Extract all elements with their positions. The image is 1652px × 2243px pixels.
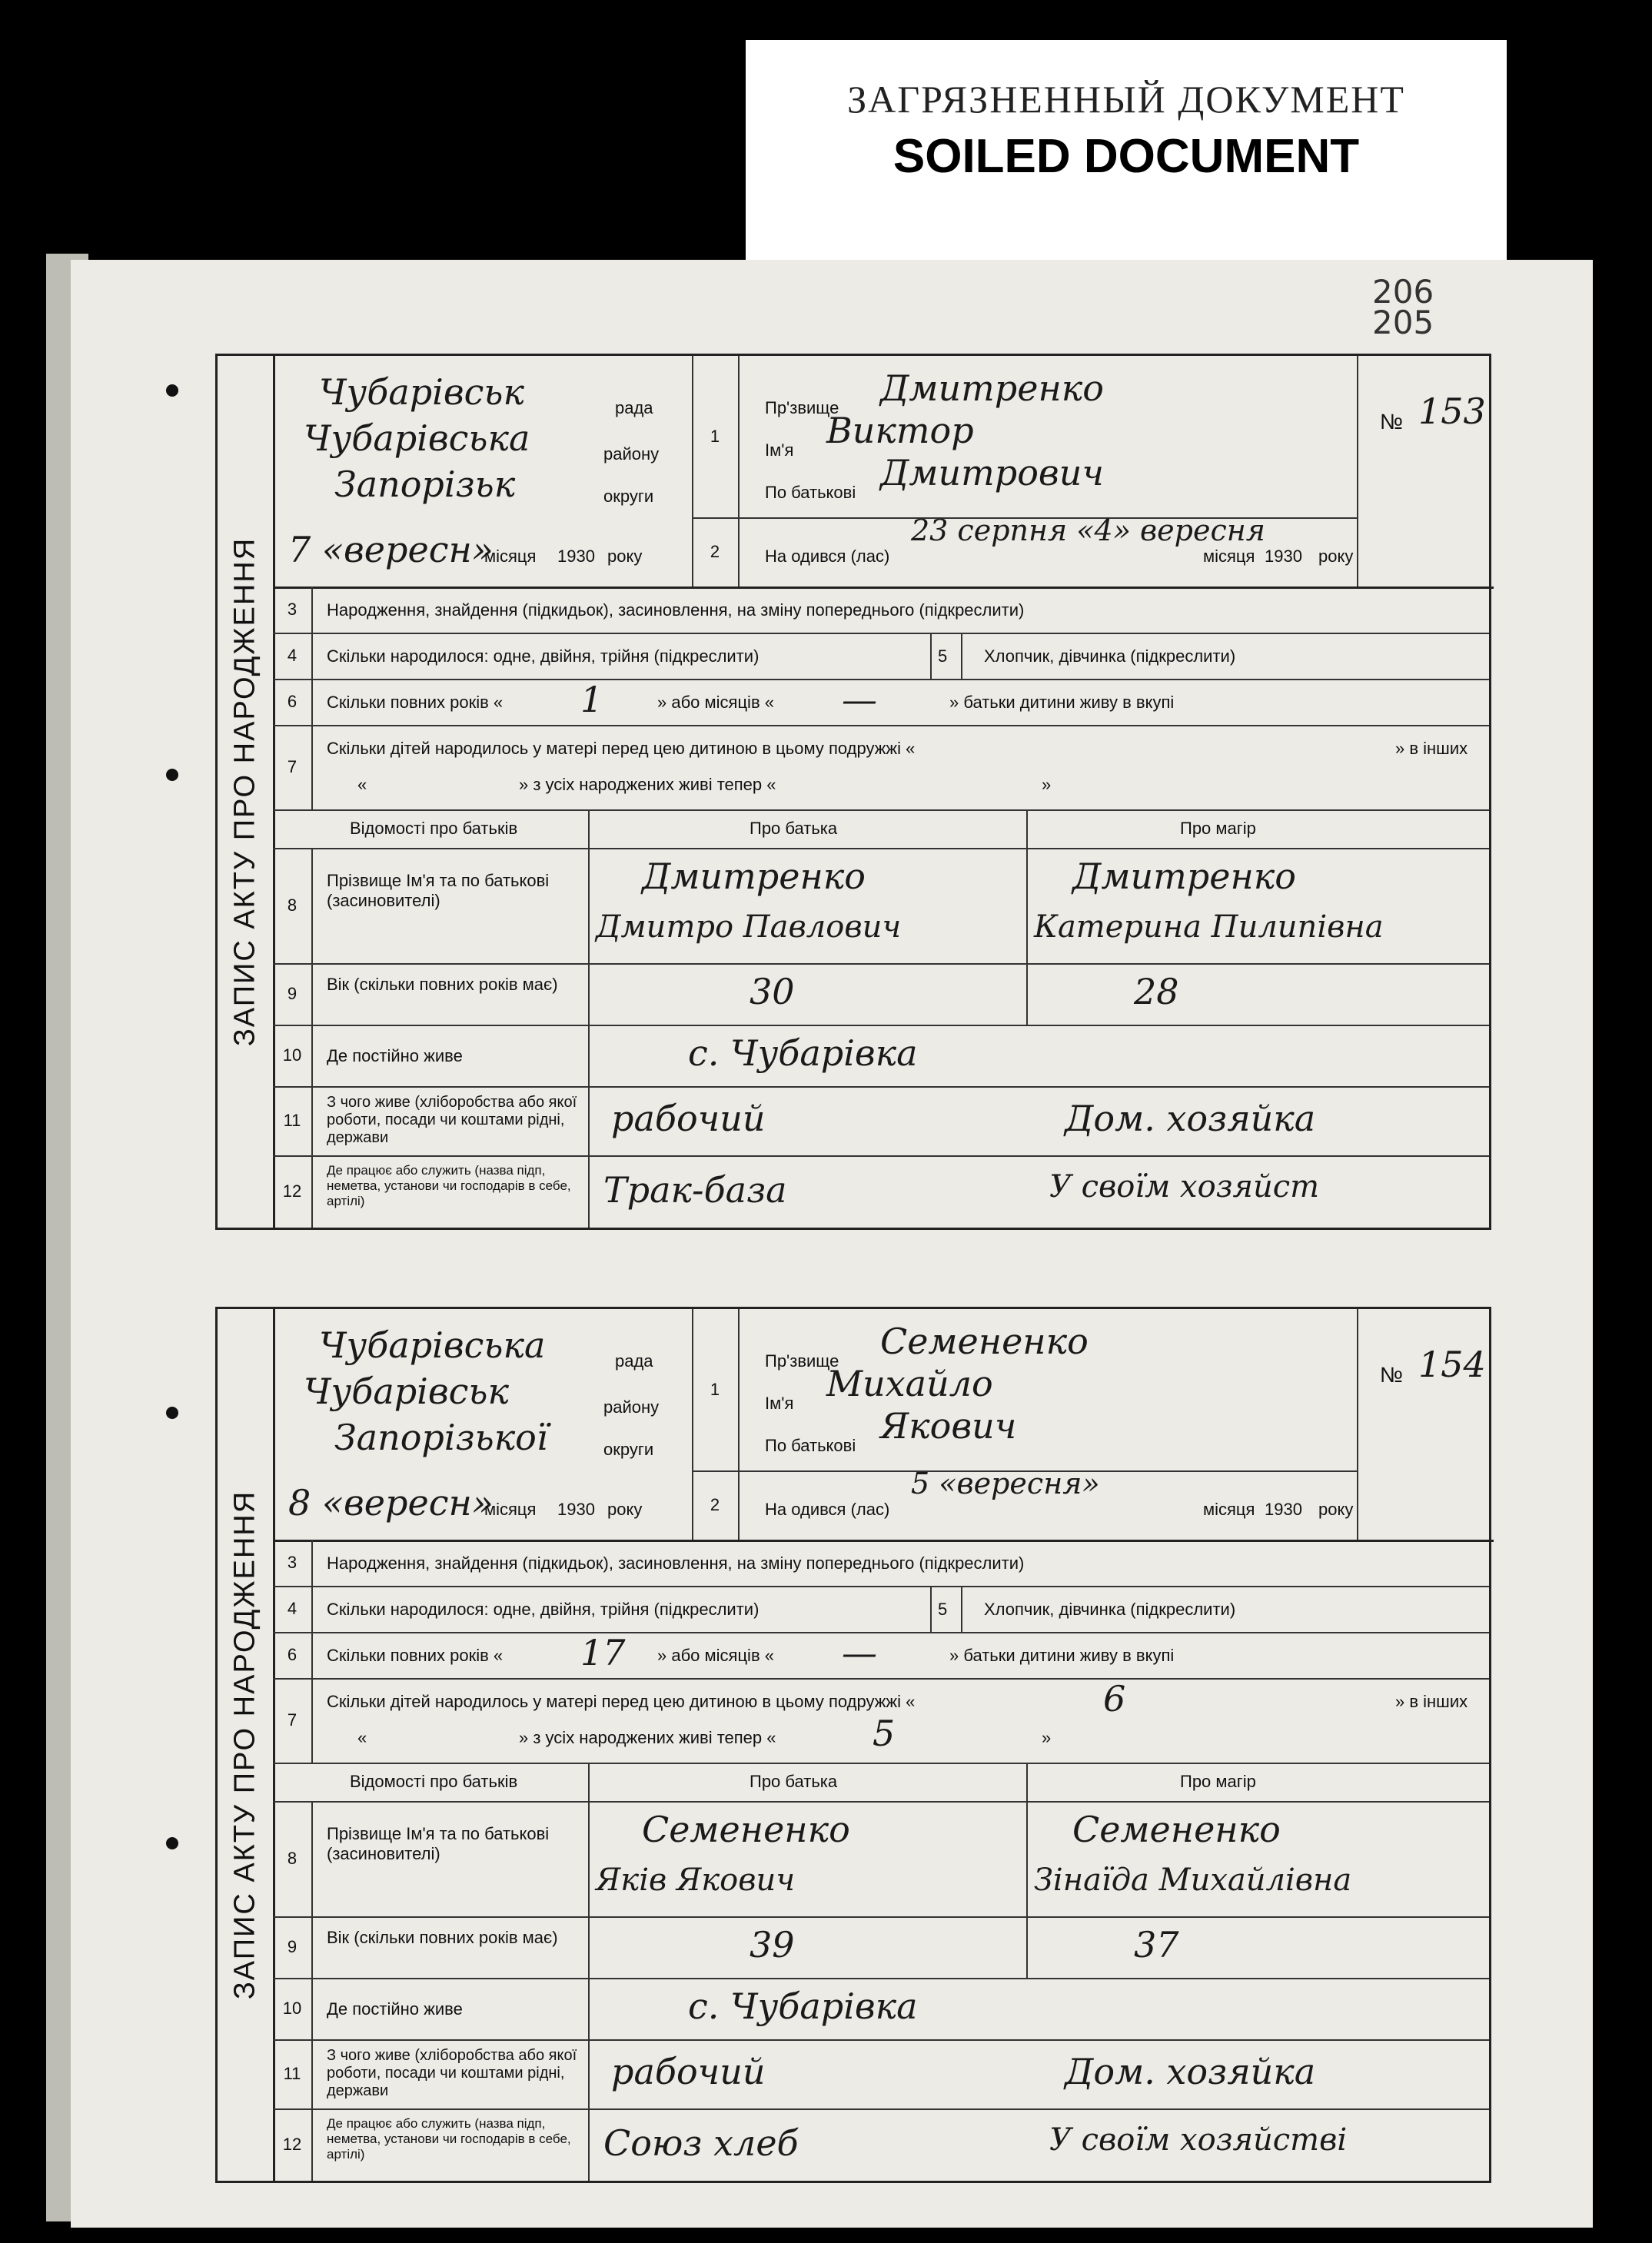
date-value: 8 «вересн» bbox=[288, 1482, 494, 1524]
row7-label-c: « bbox=[357, 775, 367, 794]
header-father: Про батька bbox=[750, 1772, 838, 1791]
okruhy-label: округи bbox=[603, 1440, 654, 1459]
mother-work: У своїм хозяйстві bbox=[1049, 2122, 1348, 2158]
row5-text: Хлопчик, дівчинка (підкреслити) bbox=[984, 646, 1236, 666]
name-label: Ім'я bbox=[765, 1394, 794, 1413]
row11-label: З чого живе (хліборобства або якої роботи, посади чи коштами рідні, держави bbox=[327, 1094, 577, 1146]
row7-label-b: » в інших bbox=[1395, 739, 1468, 758]
row6-label-a: Скільки повних років « bbox=[327, 1646, 504, 1665]
row9-label: Вік (скільки повних років має) bbox=[327, 975, 558, 994]
record-side-title: ЗАПИС АКТУ ПРО НАРОДЖЕННЯ bbox=[218, 1309, 275, 2181]
father-name: Яків Якович bbox=[596, 1863, 796, 1898]
months-together: — bbox=[842, 1632, 877, 1673]
father-age: 39 bbox=[750, 1924, 795, 1966]
record-number: 154 bbox=[1418, 1344, 1486, 1385]
date-value: 7 «вересн» bbox=[288, 529, 494, 570]
row8-label: Прізвище Ім'я та по батькові (засиновителі) bbox=[327, 1824, 550, 1863]
raion-value: Чубарівська bbox=[304, 417, 530, 459]
name-label: Ім'я bbox=[765, 440, 794, 460]
row9-label: Вік (скільки повних років має) bbox=[327, 1928, 558, 1947]
misiatsia-label: місяця bbox=[1203, 547, 1255, 566]
header-info: Відомості про батьків bbox=[350, 1772, 518, 1791]
misiatsia-label: місяця bbox=[484, 547, 537, 566]
label-line-ru: ЗАГРЯЗНЕННЫЙ ДОКУМЕНТ bbox=[847, 78, 1405, 121]
years-together: 17 bbox=[580, 1632, 626, 1673]
page-number-new: 206 bbox=[1372, 273, 1434, 311]
roku-label: року bbox=[607, 1500, 643, 1519]
children-alive: 5 bbox=[873, 1713, 896, 1754]
rada-label: рада bbox=[615, 398, 653, 417]
patronymic-value: Дмитрович bbox=[880, 452, 1104, 493]
page-numbers bbox=[1372, 273, 1434, 341]
mother-surname: Дмитренко bbox=[1072, 856, 1296, 897]
row11-label: З чого живе (хліборобства або якої роботи, посади чи коштами рідні, держави bbox=[327, 2047, 577, 2099]
mother-occupation: Дом. хозяйка bbox=[1065, 2051, 1316, 2092]
row7-label-e: » bbox=[1042, 1728, 1052, 1747]
row7-label-c: « bbox=[357, 1728, 367, 1747]
mother-surname: Семененко bbox=[1072, 1809, 1281, 1850]
mother-age: 28 bbox=[1134, 971, 1179, 1012]
label-line-en: SOILED DOCUMENT bbox=[892, 130, 1360, 183]
row5-text: Хлопчик, дівчинка (підкреслити) bbox=[984, 1600, 1236, 1619]
punch-hole bbox=[166, 769, 178, 781]
header-father: Про батька bbox=[750, 819, 838, 838]
row6-label-c: » батьки дитини живу в вкупі bbox=[949, 1646, 1175, 1665]
year-value: 1930 bbox=[557, 1500, 595, 1519]
residence: с. Чубарівка bbox=[688, 1032, 918, 1074]
header-mother: Про магір bbox=[1180, 819, 1256, 838]
row7-label-a: Скільки дітей народилось у матері перед цею дитиною в цьому подружжі « bbox=[327, 1692, 916, 1711]
row8-label: Прізвище Ім'я та по батькові (засиновителі) bbox=[327, 871, 550, 910]
rada-label: рада bbox=[615, 1351, 653, 1371]
registered-date: 5 «вересня» bbox=[911, 1467, 1100, 1500]
header-mother: Про магір bbox=[1180, 1772, 1256, 1791]
record-number: 153 bbox=[1418, 390, 1486, 432]
father-surname: Семененко bbox=[642, 1809, 850, 1850]
residence: с. Чубарівка bbox=[688, 1985, 918, 2027]
okruh-value: Запорізьк bbox=[334, 464, 516, 505]
row6-label-b: » або місяців « bbox=[657, 693, 774, 712]
row3-text: Народження, знайдення (підкидьок), засиновлення, на зміну попереднього (підкреслити) bbox=[327, 1553, 1025, 1573]
row12-label: Де працює або служить (назва підп, неметва, установи чи господарів в себе, артілі) bbox=[327, 1163, 571, 1208]
father-work: Трак-база bbox=[603, 1169, 787, 1211]
patronymic-label: По батькові bbox=[765, 483, 856, 502]
row7-label-e: » bbox=[1042, 775, 1052, 794]
row3-text: Народження, знайдення (підкидьок), засиновлення, на зміну попереднього (підкреслити) bbox=[327, 600, 1025, 620]
mother-age: 37 bbox=[1134, 1924, 1179, 1966]
number-label: № bbox=[1380, 410, 1404, 434]
misiatsia-label: місяця bbox=[1203, 1500, 1255, 1519]
number-label: № bbox=[1380, 1363, 1404, 1387]
birth-record-154: ЗАПИС АКТУ ПРО НАРОДЖЕННЯ 1 2 Чубарівська рада Чубарівськ району Запорізької округи 8 «вересн» місяця 1930 року Пр'звище Семененко Ім'я Михайло По батькові Якович На одився (лас) 5 «вересня» місяця 1930 року № 154 3 Народження, знайдення (підкидьок), засиновлення, на зміну попереднього (підкреслити) 4 Скільки народилося: одне, двійня, трійня (підкреслити) 5 Хлопчик, дівчинка (підкреслити) 6 Скільки повних років « 17 » або місяців « — » батьки дитини живу в вкупі 7 Скільки дітей народилось у матері перед цею дитиною в цьому подружжі « 6 » в інших « » з усіх народжених живі тепер « 5 » Відомості про батьків Про батька Про магір 8 Прізвище Ім'я та по батькові (засиновителі) Семененко Яків Якович Семененко Зінаїда Михайлівна 9 Вік (скільки повних років має) 39 37 10 Де постійно живе с. Чубарівка 11 З чого живе (хліборобства або якої роботи, посади чи коштами рідні, держави рабочий Дом. хозяйка 12 Де працює або служить (назва підп, неметва, установи чи господарів в себе, артілі) Союз хлеб У своїм хозяйстві bbox=[215, 1307, 1491, 2183]
rada-value: Чубарівська bbox=[319, 1324, 546, 1366]
row6-label-c: » батьки дитини живу в вкупі bbox=[949, 693, 1175, 712]
patronymic-label: По батькові bbox=[765, 1436, 856, 1455]
row4-text: Скільки народилося: одне, двійня, трійня (підкреслити) bbox=[327, 1600, 760, 1619]
rada-value: Чубарівськ bbox=[319, 371, 524, 413]
name-value: Виктор bbox=[826, 410, 974, 451]
okruh-value: Запорізької bbox=[334, 1417, 548, 1458]
row10-label: Де постійно живе bbox=[327, 1046, 463, 1065]
birth-record-153: ЗАПИС АКТУ ПРО НАРОДЖЕННЯ 1 2 Чубарівськ рада Чубарівська району Запорізьк округи 7 «вересн» місяця 1930 року Пр'звище Дмитренко Ім'я Виктор По батькові Дмитрович На одився (лас) 23 серпня «4» вересня місяця 1930 року № 153 3 Народження, знайдення (підкидьок), засиновлення, на зміну попереднього (підкреслити) 4 Скільки народилося: одне, двійня, трійня (підкреслити) 5 Хлопчик, дівчинка (підкреслити) 6 Скільки повних років « 1 » або місяців « — » батьки дитини живу в вкупі 7 Скільки дітей народилось у матері перед цею дитиною в цьому подружжі « » в інших « » з усіх народжених живі тепер « » Відомості про батьків Про батька Про магір 8 Прізвище Ім'я та по батькові (засиновителі) Дмитренко Дмитро Павлович Дмитренко Катерина Пилипівна 9 Вік (скільки повних років має) 30 28 10 Де постійно живе с. Чубарівка 11 З чого живе (хліборобства або якої роботи, посади чи коштами рідні, держави рабочий Дом. хозяйка 12 Де працює або служить (назва підп, неметва, установи чи господарів в себе, артілі) Трак-база У своїм хозяйст bbox=[215, 354, 1491, 1230]
row10-label: Де постійно живе bbox=[327, 1999, 463, 2019]
surname-label: Пр'звище bbox=[765, 1351, 839, 1371]
father-work: Союз хлеб bbox=[603, 2122, 799, 2164]
surname-value: Семененко bbox=[880, 1321, 1089, 1362]
row4-text: Скільки народилося: одне, двійня, трійня (підкреслити) bbox=[327, 646, 760, 666]
mother-occupation: Дом. хозяйка bbox=[1065, 1098, 1316, 1139]
registered-label: На одився (лас) bbox=[765, 1500, 890, 1519]
punch-hole bbox=[166, 1837, 178, 1849]
patronymic-value: Якович bbox=[880, 1405, 1017, 1447]
reg-year-value: 1930 bbox=[1265, 547, 1302, 566]
row12-label: Де працює або служить (назва підп, неметва, установи чи господарів в себе, артілі) bbox=[327, 2116, 571, 2162]
page-number-old: 205 bbox=[1372, 304, 1434, 341]
okruhy-label: округи bbox=[603, 487, 654, 506]
row7-label-d: » з усіх народжених живі тепер « bbox=[519, 775, 776, 794]
mother-work: У своїм хозяйст bbox=[1049, 1169, 1320, 1205]
punch-hole bbox=[166, 384, 178, 397]
mother-name: Катерина Пилипівна bbox=[1034, 909, 1384, 945]
record-header: 1 2 Чубарівськ рада Чубарівська району Запорізьк округи 7 «вересн» місяця 1930 року Пр'звище Дмитренко Ім'я Виктор По батькові Дмитрович На одився (лас) 23 серпня «4» вересня місяця 1930 року № 153 bbox=[273, 356, 1494, 589]
row6-label-a: Скільки повних років « bbox=[327, 693, 504, 712]
punch-hole bbox=[166, 1407, 178, 1419]
mother-name: Зінаїда Михайлівна bbox=[1034, 1863, 1352, 1898]
raion-label: району bbox=[603, 444, 660, 464]
years-together: 1 bbox=[580, 679, 603, 720]
registered-label: На одився (лас) bbox=[765, 547, 890, 566]
raion-label: району bbox=[603, 1397, 660, 1417]
row7-label-b: » в інших bbox=[1395, 1692, 1468, 1711]
roku-label: року bbox=[1318, 547, 1354, 566]
year-value: 1930 bbox=[557, 547, 595, 566]
row7-label-a: Скільки дітей народилось у матері перед цею дитиною в цьому подружжі « bbox=[327, 739, 916, 758]
prev-children: 6 bbox=[1103, 1678, 1126, 1720]
father-occupation: рабочий bbox=[611, 1098, 766, 1139]
row6-label-b: » або місяців « bbox=[657, 1646, 774, 1665]
roku-label: року bbox=[1318, 1500, 1354, 1519]
row7-label-d: » з усіх народжених живі тепер « bbox=[519, 1728, 776, 1747]
record-header: 1 2 Чубарівська рада Чубарівськ району Запорізької округи 8 «вересн» місяця 1930 року Пр'звище Семененко Ім'я Михайло По батькові Якович На одився (лас) 5 «вересня» місяця 1930 року № 154 bbox=[273, 1309, 1494, 1542]
raion-value: Чубарівськ bbox=[304, 1371, 509, 1412]
soiled-document-label bbox=[746, 40, 1507, 271]
misiatsia-label: місяця bbox=[484, 1500, 537, 1519]
father-age: 30 bbox=[750, 971, 795, 1012]
record-side-title: ЗАПИС АКТУ ПРО НАРОДЖЕННЯ bbox=[218, 356, 275, 1228]
father-surname: Дмитренко bbox=[642, 856, 866, 897]
registered-date: 23 серпня «4» вересня bbox=[911, 513, 1265, 547]
surname-label: Пр'звище bbox=[765, 398, 839, 417]
father-occupation: рабочий bbox=[611, 2051, 766, 2092]
roku-label: року bbox=[607, 547, 643, 566]
header-info: Відомості про батьків bbox=[350, 819, 518, 838]
months-together: — bbox=[842, 679, 877, 720]
name-value: Михайло bbox=[826, 1363, 993, 1404]
surname-value: Дмитренко bbox=[880, 367, 1104, 409]
reg-year-value: 1930 bbox=[1265, 1500, 1302, 1519]
father-name: Дмитро Павлович bbox=[596, 909, 902, 945]
